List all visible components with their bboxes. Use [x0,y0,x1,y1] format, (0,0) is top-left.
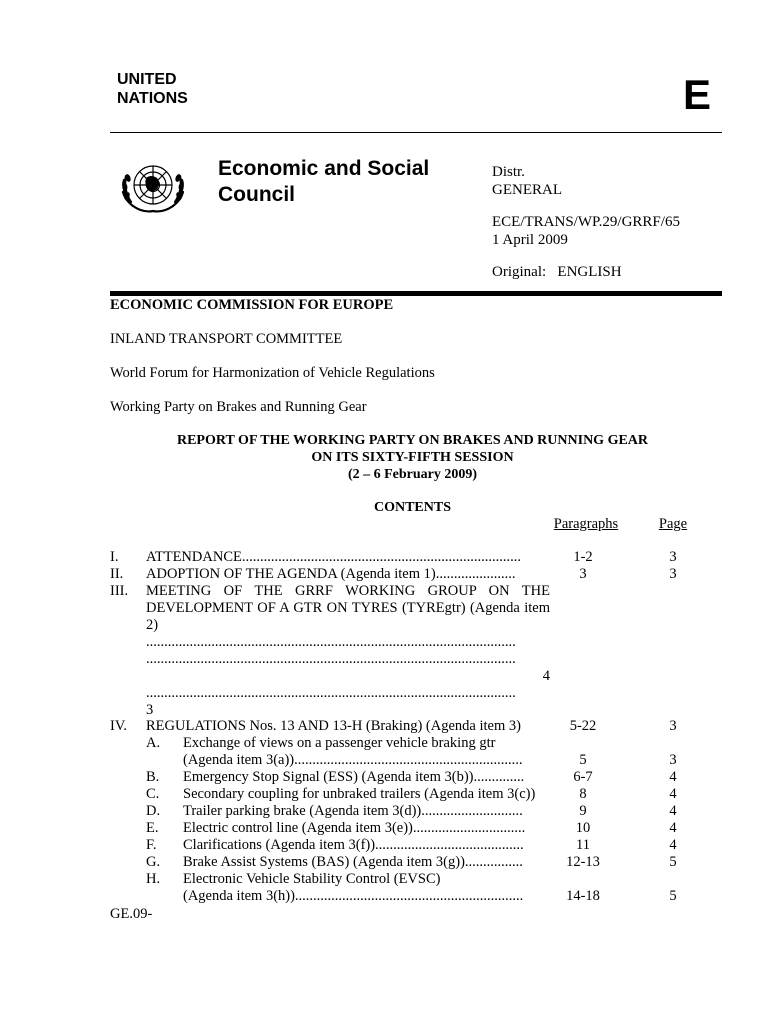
report-title-line-3: (2 – 6 February 2009) [347,467,478,482]
toc-para: 10 [575,820,591,836]
toc-page: 4 [669,786,677,802]
toc-letter: F. [146,837,157,853]
toc-entry-agenda: ADOPTION OF THE AGENDA (Agenda item 1)...................... [146,566,516,582]
report-title [110,432,715,483]
un-emblem-icon [117,156,189,218]
original-language [492,263,680,281]
body-rule [110,291,722,296]
org-name [117,70,188,108]
toc-letter: E. [146,820,159,836]
toc-para: 12-13 [566,854,600,870]
toc-letter: C. [146,786,160,802]
toc-para: 1-2 [573,549,593,565]
council-line-2: Council [218,183,295,206]
org-line-2: NATIONS [117,90,188,107]
footer-doc-ref: GE.09- [110,906,153,922]
toc-para: 8 [579,786,587,802]
toc-page: 4 [669,820,677,836]
toc-dots: ...................................................................................................... [146,634,516,650]
commission-heading: ECONOMIC COMMISSION FOR EUROPE [110,297,394,313]
toc-para: 5-22 [569,718,597,734]
party-heading: Working Party on Brakes and Running Gear [110,399,367,415]
toc-entry-tyres: MEETING OF THE GRRF WORKING GROUP ON THE DEVELOPMENT OF A GTR ON TYRES (TYREgtr) (Agenda item 2) [146,583,550,633]
toc-page: 5 [669,888,677,904]
toc-entry-regulations: REGULATIONS Nos. 13 AND 13-H (Braking) (Agenda item 3) [146,718,521,734]
toc-page: 3 [146,702,154,718]
toc-page: 3 [669,566,677,582]
header-rule [110,132,722,133]
toc-num: I. [110,549,119,565]
toc-dots: ...................................................................................................... [146,651,516,667]
language-letter: E [683,71,712,118]
toc-entry-evsc-cont: (Agenda item 3(h))............................................................... [183,888,524,904]
toc-entry-clarifications: Clarifications (Agenda item 3(f))......................................... [183,837,524,853]
toc-num: III. [110,583,129,599]
committee-heading: INLAND TRANSPORT COMMITTEE [110,331,343,347]
toc-letter: B. [146,769,160,785]
toc-num: IV. [110,718,128,734]
toc-entry-secondary-coupling: Secondary coupling for unbraked trailers (Agenda item 3(c)) [183,786,536,802]
distr-type: GENERAL [492,182,562,198]
toc-page: 3 [669,549,677,565]
toc-entry-braking-gtr: Exchange of views on a passenger vehicle braking gtr [183,735,496,751]
toc-para: 6-7 [573,769,593,785]
toc-letter: D. [146,803,161,819]
toc-page: 5 [669,854,677,870]
toc-letter: A. [146,735,161,751]
toc-entry-evsc: Electronic Vehicle Stability Control (EVSC) [183,871,441,887]
distr-label: Distr. [492,164,525,180]
document-date: 1 April 2009 [492,232,568,248]
toc-para: 11 [576,837,590,853]
org-line-1: UNITED [117,71,177,88]
toc-letter: G. [146,854,161,870]
forum-heading: World Forum for Harmonization of Vehicle Regulations [110,365,435,381]
toc-dots: ...................................................................................................... [146,685,516,701]
toc-para: 4 [542,668,550,684]
toc-para: 3 [579,566,587,582]
toc-entry-attendance: ATTENDANCE............................................................................. [146,549,521,565]
toc-para: 5 [579,752,587,768]
toc-page: 3 [669,718,677,734]
original-value: ENGLISH [557,264,622,280]
toc-entry-parking-brake: Trailer parking brake (Agenda item 3(d))............................ [183,803,523,819]
council-name [218,156,429,208]
toc-page: 4 [669,803,677,819]
toc-entry-ess: Emergency Stop Signal (ESS) (Agenda item 3(b)).............. [183,769,525,785]
report-title-line-1: REPORT OF THE WORKING PARTY ON BRAKES AND RUNNING GEAR [176,433,649,448]
toc-entry-braking-gtr-cont: (Agenda item 3(a))............................................................... [183,752,523,768]
original-label: Original: [492,264,547,280]
document-symbol: ECE/TRANS/WP.29/GRRF/65 [492,214,680,230]
col-header-page: Page [658,516,688,532]
toc-page: 4 [669,769,677,785]
distribution-block [492,163,680,281]
contents-heading: CONTENTS [373,500,452,515]
toc-num: II. [110,566,124,582]
toc-entry-bas: Brake Assist Systems (BAS) (Agenda item 3(g))................ [183,854,523,870]
report-title-line-2: ON ITS SIXTY-FIFTH SESSION [311,450,514,465]
toc-page: 4 [669,837,677,853]
toc-letter: H. [146,871,161,887]
col-header-paragraphs: Paragraphs [553,516,619,532]
toc-page: 3 [669,752,677,768]
council-line-1: Economic and Social [218,157,430,180]
toc-para: 9 [579,803,587,819]
toc-entry-control-line: Electric control line (Agenda item 3(e))............................... [183,820,526,836]
toc-para: 14-18 [566,888,600,904]
